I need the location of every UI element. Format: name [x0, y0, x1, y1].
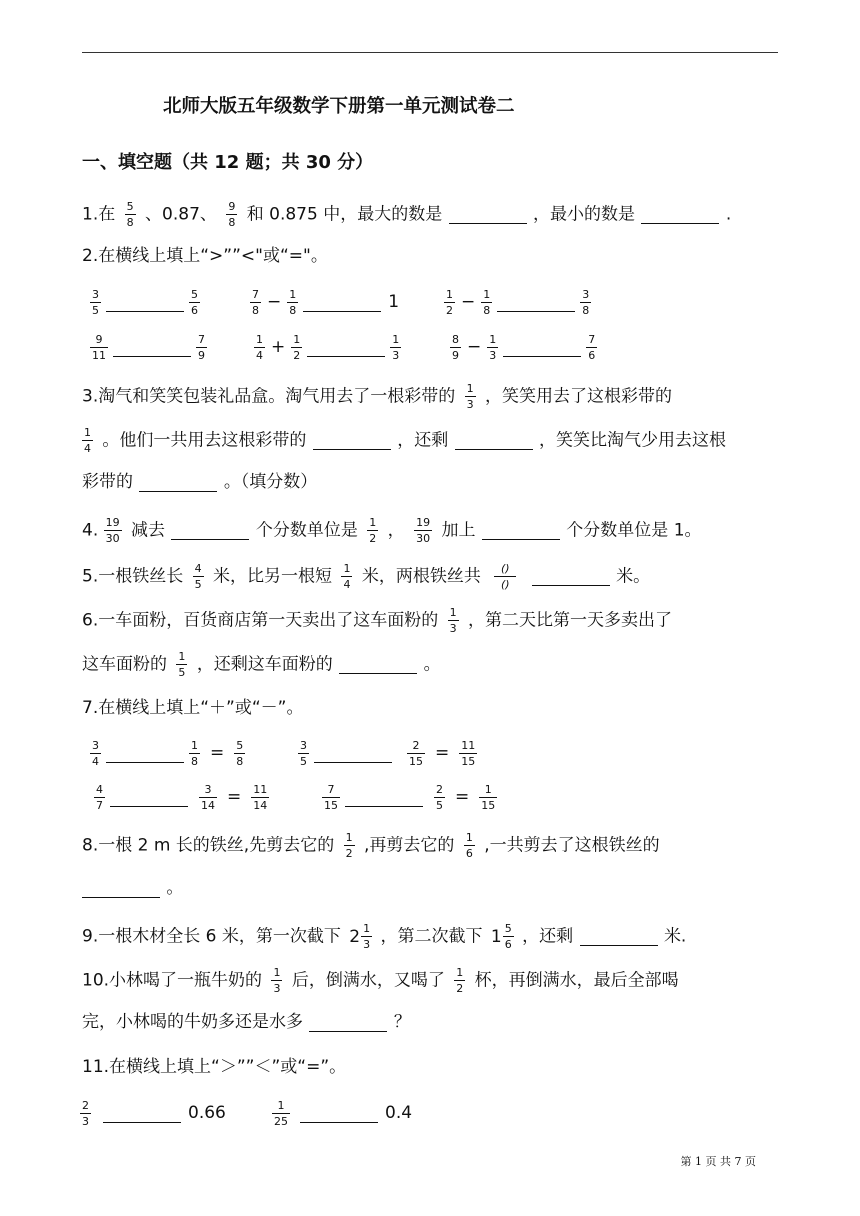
- answer-blank[interactable]: [103, 1104, 181, 1123]
- fraction: $\frac{1}{25}$: [274, 1098, 288, 1128]
- page-title: 北师大版五年级数学下册第一单元测试卷二: [163, 96, 515, 117]
- fraction: $\frac{3}{14}$: [201, 782, 215, 812]
- fraction: $\frac{1}{3}$: [273, 966, 281, 995]
- question-10-line-1: 10.小林喝了一瓶牛奶的 $\frac{1}{3}$ 后，倒满水，又喝了 $\frac{1}{2}$ 杯，再倒满水，最后全部喝: [82, 966, 679, 995]
- answer-blank[interactable]: [300, 1104, 378, 1123]
- fraction: $\frac{7}{6}$: [588, 332, 596, 362]
- fraction: $\frac{11}{15}$: [461, 738, 476, 768]
- question-5: 5.一根铁丝长 $\frac{4}{5}$ 米，比另一根短 $\frac{1}{4}$ 米，两根铁丝共 $\frac{()}{()}$ 米。: [82, 562, 651, 591]
- answer-blank[interactable]: [345, 788, 423, 807]
- fraction: $\frac{1}{3}$: [489, 332, 497, 362]
- fraction: $\frac{19}{30}$: [105, 516, 120, 545]
- exam-page: 北师大版五年级数学下册第一单元测试卷二 一、填空题（共 12 题；共 30 分） 1.在 $\frac{5}{8}$ 、0.87、 $\frac{9}{8}$ 和 0.875 中，最大的数是 ，最小的数是 . 2.在横线上填上“>””<"或“="。 $\frac{3}{5}$ $\frac{5}{6}$ $\frac{7}{8}$ − $\frac{1}{8}$ 1 $\frac{1}{2}$ − $\frac{1}{8}$ $\frac{3}{8}$ $\frac{9}{11}$ $\frac{7}{9}$ $\frac{1}{4}$ + $\frac{1}{2}$ $\frac{1}{3}$ $\frac{8}{9}$ − $\frac{1}{3}$ $\frac{7}{6}$ 3.淘气和笑笑包装礼品盒。淘气用去了一根彩带的 $\frac{1}{3}$ ，笑笑用去了这根彩带的 $\frac{1}{4}$ 。他们一共用去这根彩带的 ，还剩 ，笑笑比淘气少用去这根 彩带的 。（填分数） 4. $\frac{19}{30}$ 减去 个分数单位是 $\frac{1}{2}$ ， $\frac{19}{30}$ 加上 个分数单位是 1。 5.一根铁丝长 $\frac{4}{5}$ 米，比另一根短 $\frac{1}{4}$ 米，两根铁丝共 $\frac{()}{()}$ 米。 6.一车面粉，百货商店第一天卖出了这车面粉的 $\frac{1}{3}$ ，第二天比第一天多卖出了 这车面粉的 $\frac{1}{5}$ ，还剩这车面粉的 。 7.在横线上填上“＋”或“－”。 $\frac{3}{4}$ $\frac{1}{8}$ = $\frac{5}{8}$ $\frac{3}{5}$ $\frac{2}{15}$ = $\frac{11}{15}$ $\frac{4}{7}$ $\frac{3}{14}$ = $\frac{11}{14}$ $\frac{7}{15}$ $\frac{2}{5}$ = $\frac{1}{15}$ 8.一根 2 m 长的铁丝,先剪去它的 $\frac{1}{2}$ ,再剪去它的 $\frac{1}{6}$ ,一共剪去了这根铁丝的 。 9.一根木材全长 6 米，第一次截下 2 $\frac{1}{3}$ ，第二次截下 1 $\frac{5}{6}$ ，还剩 米. 10.小林喝了一瓶牛奶的 $\frac{1}{3}$ 后，倒满水，又喝了 $\frac{1}{2}$ 杯，再倒满水，最后全部喝 完，小林喝的牛奶多还是水多 ？ 11.在横线上填上“＞””＜”或“=”。 $\frac{2}{3}$ 0.66 $\frac{1}{25}$ 0.4 第 1 页 共 7 页: [0, 0, 860, 1216]
- fraction-placeholder: $\frac{()}{()}$: [494, 562, 516, 591]
- fraction: $\frac{9}{11}$: [92, 332, 106, 362]
- fraction: $\frac{19}{30}$: [416, 516, 431, 545]
- fraction: $\frac{7}{8}$: [252, 287, 259, 317]
- answer-blank[interactable]: [313, 431, 391, 450]
- answer-blank[interactable]: [314, 744, 392, 763]
- section-heading: 一、填空题（共 12 题；共 30 分）: [82, 152, 374, 173]
- question-2: 2.在横线上填上“>””<"或“="。: [82, 246, 328, 266]
- fraction: $\frac{3}{5}$: [300, 738, 307, 768]
- question-7: 7.在横线上填上“＋”或“－”。: [82, 698, 304, 718]
- answer-blank[interactable]: [482, 521, 560, 540]
- fraction: $\frac{1}{2}$: [293, 332, 301, 362]
- question-4: 4. $\frac{19}{30}$ 减去 个分数单位是 $\frac{1}{2}$ ， $\frac{19}{30}$ 加上 个分数单位是 1。: [82, 516, 702, 545]
- fraction: $\frac{1}{3}$: [392, 332, 400, 362]
- fraction: $\frac{1}{2}$: [456, 966, 464, 995]
- answer-blank[interactable]: [339, 655, 417, 674]
- question-3-line-1: 3.淘气和笑笑包装礼品盒。淘气用去了一根彩带的 $\frac{1}{3}$ ，笑笑用去了这根彩带的: [82, 382, 673, 411]
- answer-blank[interactable]: [449, 205, 527, 224]
- fraction: $\frac{1}{2}$: [369, 516, 377, 545]
- answer-blank[interactable]: [113, 338, 191, 357]
- answer-blank[interactable]: [307, 338, 385, 357]
- fraction: $\frac{11}{14}$: [253, 782, 268, 812]
- mixed-number: 1 $\frac{5}{6}$: [490, 922, 512, 951]
- fraction: $\frac{5}{6}$: [191, 287, 198, 317]
- fraction: $\frac{3}{4}$: [92, 738, 99, 768]
- fraction: $\frac{3}{8}$: [582, 287, 590, 317]
- answer-blank[interactable]: [171, 521, 249, 540]
- answer-blank[interactable]: [497, 293, 575, 312]
- fraction: $\frac{8}{9}$: [452, 332, 459, 362]
- question-9: 9.一根木材全长 6 米，第一次截下 2 $\frac{1}{3}$ ，第二次截下 1 $\frac{5}{6}$ ，还剩 米.: [82, 922, 687, 951]
- answer-blank[interactable]: [82, 879, 160, 898]
- fraction: $\frac{7}{15}$: [324, 782, 338, 812]
- page-footer: 第 1 页 共 7 页: [680, 1155, 756, 1168]
- answer-blank[interactable]: [110, 788, 188, 807]
- fraction: $\frac{1}{4}$: [84, 426, 91, 455]
- question-6-line-2: 这车面粉的 $\frac{1}{5}$ ，还剩这车面粉的 。: [82, 650, 441, 679]
- answer-blank[interactable]: [532, 567, 610, 586]
- fraction: $\frac{1}{8}$: [483, 287, 491, 317]
- fraction: $\frac{1}{4}$: [343, 562, 351, 591]
- question-11: 11.在横线上填上“＞””＜”或“=”。: [82, 1057, 347, 1077]
- question-1: 1.在 $\frac{5}{8}$ 、0.87、 $\frac{9}{8}$ 和 0.875 中，最大的数是 ，最小的数是 .: [82, 200, 732, 229]
- answer-blank[interactable]: [139, 473, 217, 492]
- fraction: $\frac{1}{8}$: [289, 287, 297, 317]
- fraction: $\frac{1}{6}$: [465, 831, 473, 860]
- fraction: $\frac{1}{2}$: [345, 831, 353, 860]
- fraction: $\frac{4}{5}$: [194, 562, 202, 591]
- answer-blank[interactable]: [580, 927, 658, 946]
- fraction: $\frac{2}{3}$: [82, 1098, 89, 1128]
- fraction: $\frac{1}{5}$: [178, 650, 186, 679]
- fraction: $\frac{1}{3}$: [449, 606, 457, 635]
- answer-blank[interactable]: [106, 744, 184, 763]
- fraction: $\frac{9}{8}$: [228, 200, 236, 229]
- question-10-line-2: 完，小林喝的牛奶多还是水多 ？: [82, 1012, 411, 1032]
- question-8-line-2: 。: [82, 876, 183, 900]
- fraction: $\frac{3}{5}$: [92, 287, 99, 317]
- fraction: $\frac{4}{7}$: [96, 782, 103, 812]
- answer-blank[interactable]: [455, 431, 533, 450]
- fraction: $\frac{2}{15}$: [409, 738, 423, 768]
- question-8-line-1: 8.一根 2 m 长的铁丝,先剪去它的 $\frac{1}{2}$ ,再剪去它的 $\frac{1}{6}$ ,一共剪去了这根铁丝的: [82, 831, 660, 860]
- fraction: $\frac{1}{4}$: [256, 332, 263, 362]
- fraction: $\frac{1}{8}$: [191, 738, 198, 768]
- mixed-number: 2 $\frac{1}{3}$: [349, 922, 371, 951]
- fraction: $\frac{1}{2}$: [446, 287, 453, 317]
- fraction: $\frac{5}{8}$: [236, 738, 244, 768]
- question-3-line-2: $\frac{1}{4}$ 。他们一共用去这根彩带的 ，还剩 ，笑笑比淘气少用去这根: [84, 426, 727, 455]
- fraction: $\frac{2}{5}$: [436, 782, 443, 812]
- answer-blank[interactable]: [106, 293, 184, 312]
- question-6-line-1: 6.一车面粉，百货商店第一天卖出了这车面粉的 $\frac{1}{3}$ ，第二天比第一天多卖出了: [82, 606, 673, 635]
- question-3-line-3: 彩带的 。（填分数）: [82, 472, 318, 492]
- answer-blank[interactable]: [303, 293, 381, 312]
- fraction: $\frac{7}{9}$: [198, 332, 205, 362]
- fraction: $\frac{5}{8}$: [126, 200, 134, 229]
- header-rule: [82, 52, 778, 53]
- fraction: $\frac{1}{3}$: [466, 382, 474, 411]
- answer-blank[interactable]: [503, 338, 581, 357]
- answer-blank[interactable]: [641, 205, 719, 224]
- answer-blank[interactable]: [309, 1013, 387, 1032]
- fraction: $\frac{1}{15}$: [481, 782, 496, 812]
